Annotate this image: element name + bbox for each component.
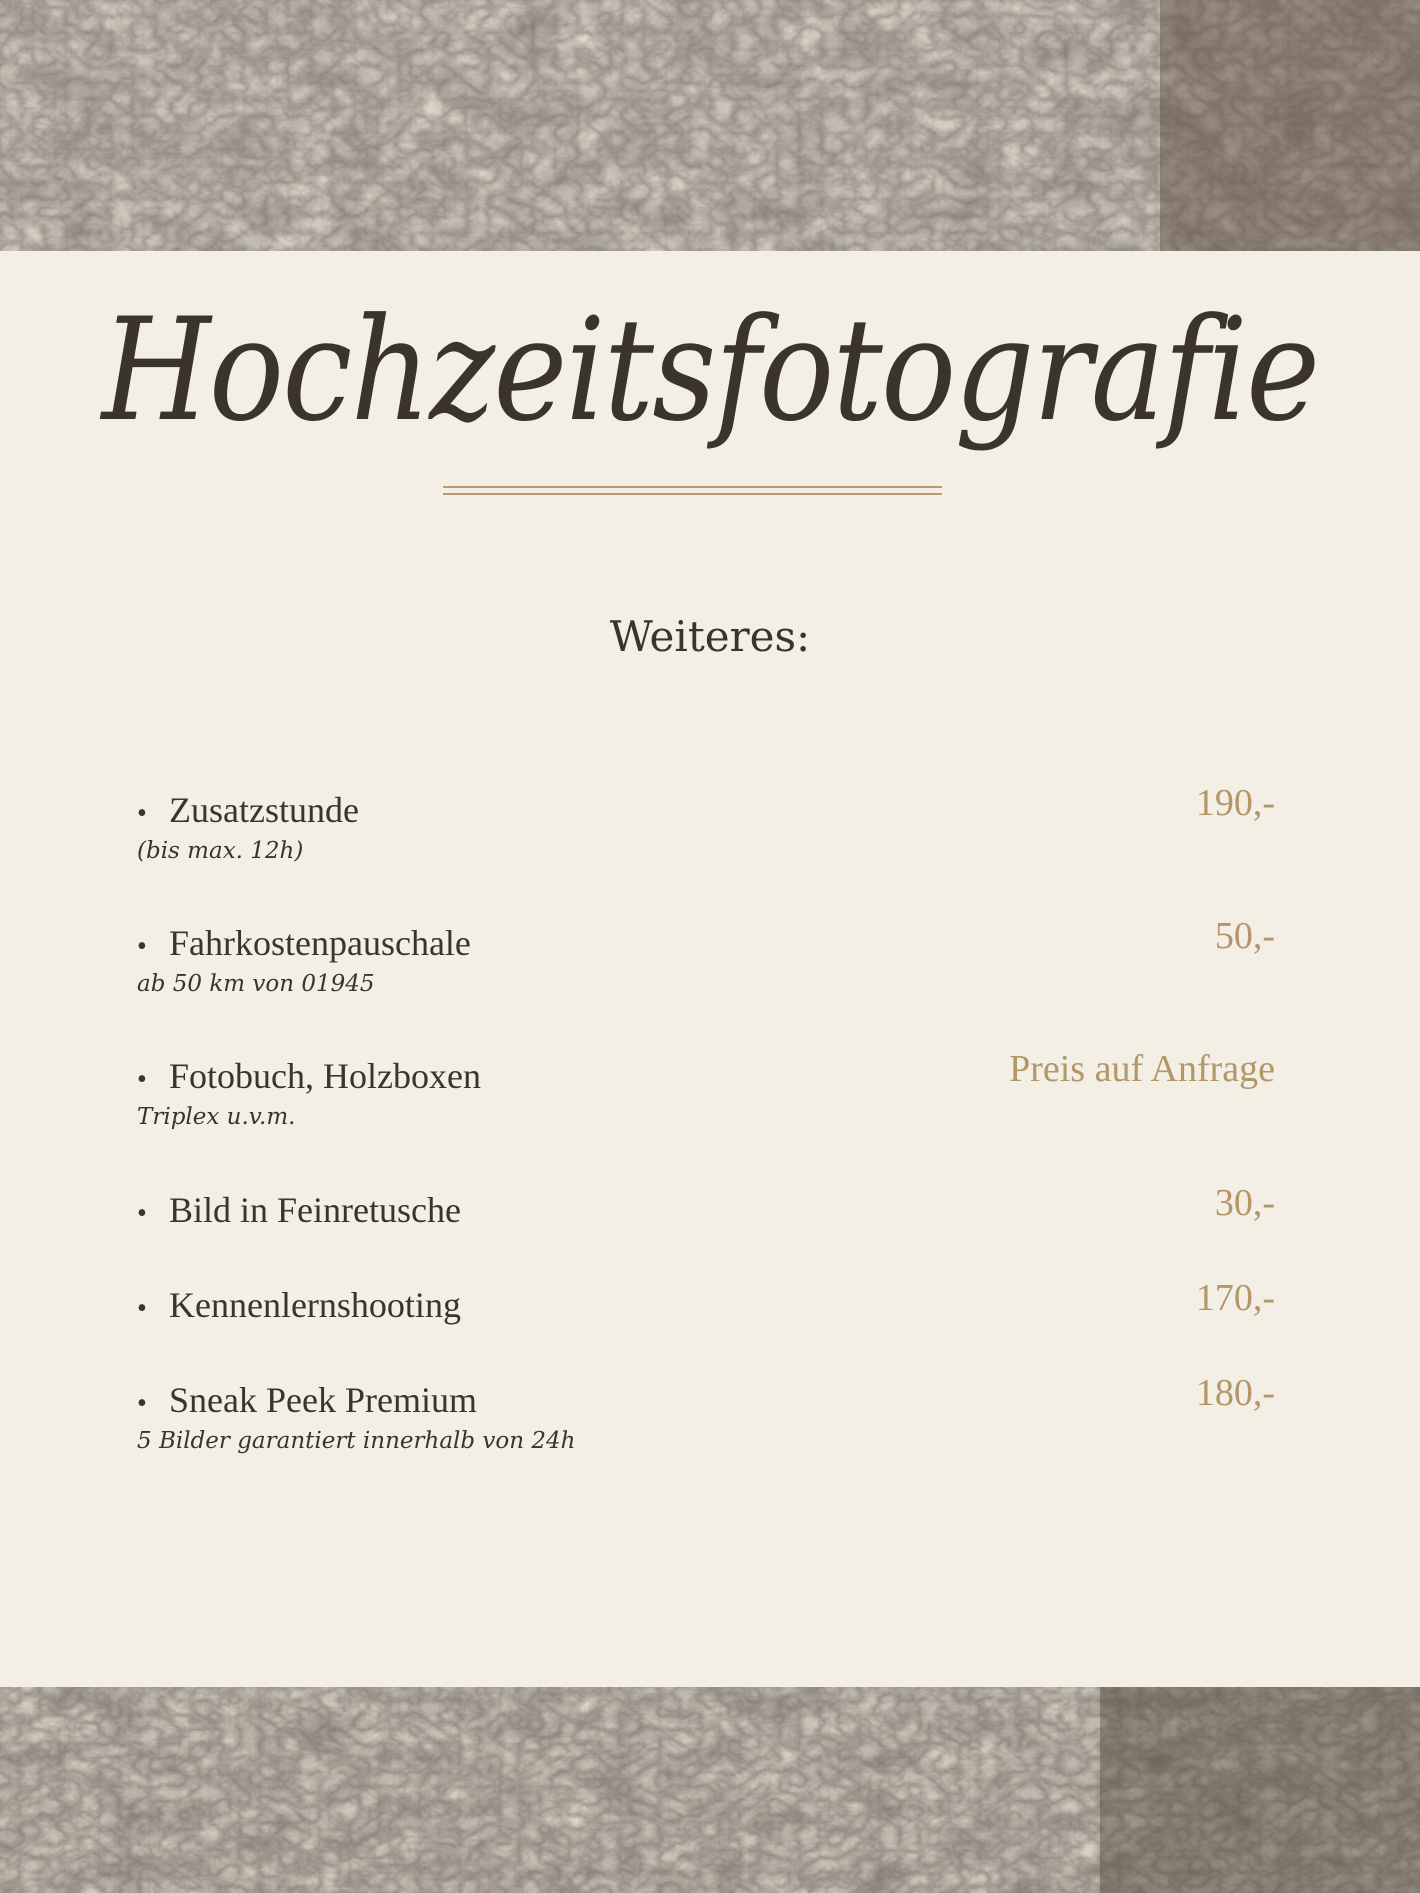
item-name: Sneak Peek Premium — [169, 1380, 477, 1420]
section-heading: Weiteres: — [609, 612, 811, 661]
item-name: Zusatzstunde — [169, 790, 359, 830]
item-price: 170,- — [1195, 1277, 1275, 1319]
list-item — [137, 1277, 1275, 1325]
title-underline — [443, 486, 942, 488]
item-note: 5 Bilder garantiert innerhalb von 24h — [137, 1428, 576, 1454]
item-price: 50,- — [1214, 915, 1275, 957]
bullet-icon: • — [137, 1293, 147, 1324]
item-price: 190,- — [1195, 782, 1275, 824]
list-item — [137, 915, 1275, 997]
bullet-icon: • — [137, 1198, 147, 1229]
page-title: Hochzeitsfotografie — [101, 288, 1319, 453]
item-name: Bild in Feinretusche — [169, 1190, 461, 1230]
item-note: Triplex u.v.m. — [137, 1104, 296, 1130]
list-item — [137, 1182, 1275, 1230]
bullet-icon: • — [137, 931, 147, 962]
item-price: 30,- — [1214, 1182, 1275, 1224]
item-note: (bis max. 12h) — [137, 838, 304, 864]
item-note: ab 50 km von 01945 — [137, 971, 375, 997]
bark-photo-top — [0, 0, 1420, 251]
bullet-icon: • — [137, 1388, 147, 1419]
item-price: Preis auf Anfrage — [1009, 1048, 1275, 1090]
item-name: Fotobuch, Holzboxen — [169, 1056, 481, 1096]
item-price: 180,- — [1195, 1372, 1275, 1414]
bullet-icon: • — [137, 1064, 147, 1095]
title-underline-second — [443, 493, 942, 495]
bark-photo-bottom — [0, 1687, 1420, 1893]
list-item — [137, 782, 1275, 864]
bullet-icon: • — [137, 798, 147, 829]
list-item — [137, 1048, 1275, 1130]
list-item — [137, 1372, 1275, 1454]
item-name: Fahrkostenpauschale — [169, 923, 471, 963]
item-name: Kennenlernshooting — [169, 1285, 461, 1325]
